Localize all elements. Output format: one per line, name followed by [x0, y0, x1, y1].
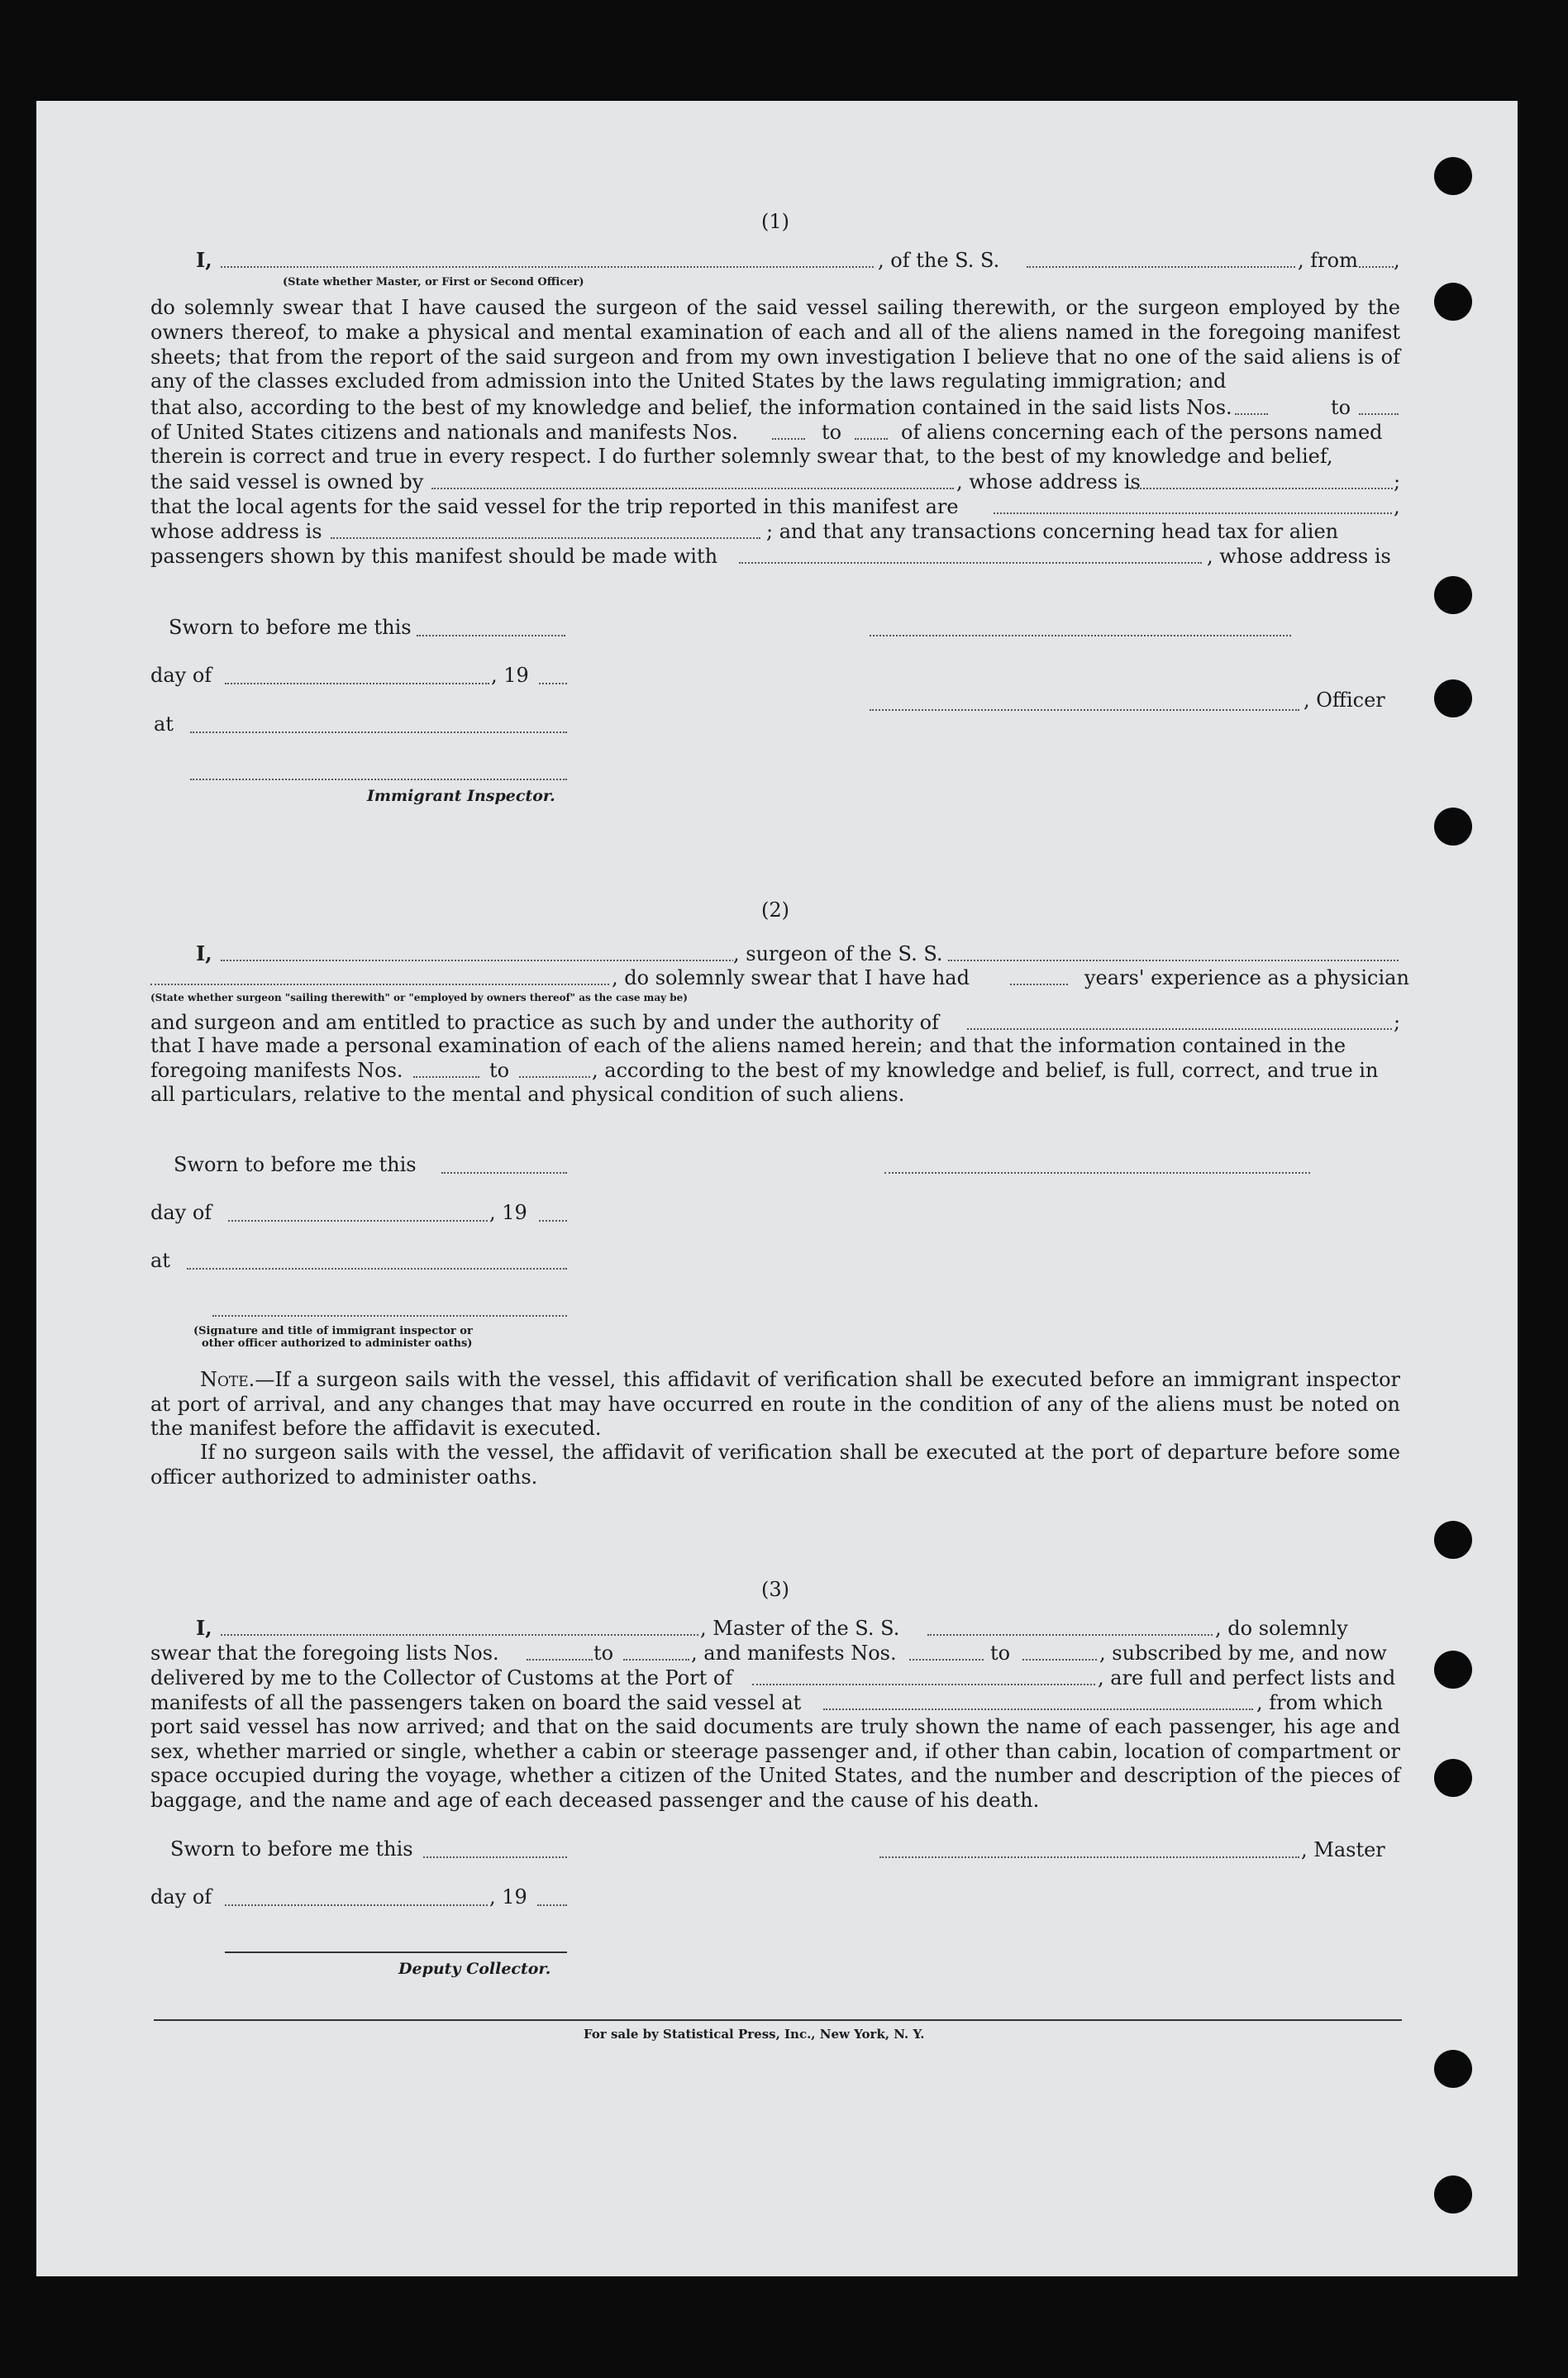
from-port-field[interactable]	[1359, 266, 1394, 268]
master-signature-field[interactable]	[879, 1856, 1299, 1858]
section-1: (1) I, , of the S. S. , from , (State whether Master, or First or Second Officer) do solemnly swear that I have caused the surgeon of the said vessel sailing therewith, or the surgeon employed by the owners thereof, to make a physical and mental examination of each and all of the aliens named in the foregoing manifest sheets; that from the report of the said surgeon and from my own investigation I believe that no one of the said aliens is of any of the classes excluded from admission into the United States by the laws regulating immigration; and that also, according to the best of my knowledge and belief, the information contained in the said lists Nos. to of United States citizens and nationals and manifests Nos. to of aliens concerning each of the persons named therein is correct and true in every respect. I do further solemnly swear that, to the best of my knowledge and belief, the said vessel is owned by , whose address is ; that the local agents for the said vessel for the trip reported in this manifest are , whose address is ; and that any transactions concerning head tax for alien passengers shown by this manifest should be made with , whose address is Sworn to before me this day of , 19 , Officer at Immigrant Inspector.	[150, 210, 1401, 805]
surgeon-vessel-field[interactable]	[948, 960, 1399, 961]
officer-name-signature-field[interactable]	[870, 709, 1299, 711]
year-field-2[interactable]	[539, 1220, 567, 1222]
agents-field[interactable]	[994, 512, 1392, 514]
surgeon-status-field[interactable]	[150, 984, 609, 985]
oath-paragraph: do solemnly swear that I have caused the surgeon of the said vessel sailing therewith, or the surgeon employed by the owners thereof, to make a physical and mental examination of each and all of the aliens named in the foregoing manifest sheets; that from the report of the said surgeon and from my own investigation I believe that no one of the said aliens is of any of the classes excluded from admission into the United States by the laws regulating immigration; and	[150, 296, 1400, 393]
manifests-to-field[interactable]	[855, 438, 888, 440]
section-number: (3)	[761, 1578, 789, 1601]
master-manifests-from-field[interactable]	[909, 1659, 984, 1661]
deputy-signature-field[interactable]	[225, 1951, 567, 1953]
master-lists-from-field[interactable]	[527, 1659, 593, 1661]
agents-address-field[interactable]	[331, 537, 760, 539]
printer-imprint: For sale by Statistical Press, Inc., New York, N. Y.	[584, 2027, 925, 2042]
port-field[interactable]	[752, 1684, 1095, 1685]
master-manifests-to-field[interactable]	[1022, 1659, 1097, 1661]
binder-hole	[1434, 283, 1472, 321]
lists-from-field[interactable]	[1235, 413, 1268, 415]
binder-hole	[1434, 679, 1472, 717]
at-place-field[interactable]	[190, 732, 567, 733]
note-paragraph-2: If no surgeon sails with the vessel, the affidavit of verification shall be executed at the port of departure before some officer authorized to administer oaths.	[150, 1441, 1400, 1489]
surgeon-manifests-from-field[interactable]	[413, 1076, 479, 1078]
binder-hole	[1434, 2175, 1472, 2214]
section-3: (3) I, , Master of the S. S. , do solemnly swear that the foregoing lists Nos. to , and manifests Nos. to , subscribed by me, and now delivered by me to the Collector of Customs at the Port of , are full and perfect lists and manifests of all the passengers taken on board the said vessel at , from which port said vessel has now arrived; and that on the said documents are truly shown the name of each passenger, his age and sex, whether married or single, whether a cabin or steerage passenger and, if other than cabin, location of compartment or space occupied during the voyage, whether a citizen of the United States, and the number and description of the pieces of baggage, and the name and age of each deceased passenger and the cause of his death. Sworn to before me this , Master day of , 19 Deputy Collector.	[150, 1578, 1400, 1978]
surgeon-hint: (State whether surgeon "sailing therewith" or "employed by owners thereof" as the case may be)	[150, 992, 688, 1003]
section-number: (1)	[761, 210, 789, 233]
manifests-from-field[interactable]	[772, 438, 805, 440]
day-of-field-3[interactable]	[225, 1904, 488, 1906]
years-experience-field[interactable]	[1010, 984, 1068, 985]
lists-to-field[interactable]	[1359, 413, 1399, 415]
sworn-date-field-3[interactable]	[423, 1856, 567, 1858]
year-field-3[interactable]	[537, 1904, 567, 1906]
head-tax-contact-field[interactable]	[739, 562, 1202, 564]
binder-hole	[1434, 157, 1472, 195]
officer-signature-field[interactable]	[870, 635, 1291, 636]
master-lists-to-field[interactable]	[623, 1659, 689, 1661]
inspector-signature-field[interactable]	[190, 779, 567, 780]
officer-name-field[interactable]	[221, 266, 874, 268]
section-2: (2) I, , surgeon of the S. S. , do solemnly swear that I have had years' experience as a physician (State whether surgeon "sailing therewith" or "employed by owners thereof" as the case may be) and surgeon and am entitled to practice as such by and under the authority of ; that I have made a personal examination of each of the aliens named herein; and that the information contained in the foregoing manifests Nos. to , according to the best of my knowledge and belief, is full, correct, and true in all particulars, relative to the mental and physical condition of such aliens. Sworn to before me this day of , 19 at (Signature and title of immigrant inspector or other officer authorized to administer oaths)	[150, 898, 1409, 1350]
surgeon-manifests-to-field[interactable]	[519, 1076, 590, 1078]
year-field[interactable]	[539, 683, 567, 684]
binder-hole	[1434, 1759, 1472, 1797]
owner-address-field[interactable]	[1130, 488, 1393, 489]
at-place-field-2[interactable]	[187, 1268, 567, 1270]
binder-hole	[1434, 2050, 1472, 2088]
owner-field[interactable]	[431, 488, 954, 489]
inspector-signature-field-2[interactable]	[212, 1315, 567, 1317]
sworn-date-field[interactable]	[417, 635, 565, 636]
binder-hole	[1434, 808, 1472, 846]
binder-hole	[1434, 1521, 1472, 1559]
authority-field[interactable]	[967, 1028, 1392, 1030]
binder-hole	[1434, 576, 1472, 614]
footer-rule	[154, 2019, 1402, 2021]
note-paragraph: Note.—If a surgeon sails with the vessel, this affidavit of verification shall be executed before an immigrant inspector at port of arrival, and any changes that may have occurred en route in the condition of any of the aliens must be noted on the manifest before the affidavit is executed.	[150, 1368, 1400, 1440]
therein-line: therein is correct and true in every respect. I do further solemnly swear that, to the best of my knowledge and belief,	[150, 445, 1333, 468]
master-vessel-field[interactable]	[927, 1634, 1213, 1636]
day-of-field[interactable]	[225, 683, 489, 684]
officer-hint: (State whether Master, or First or Second Officer)	[283, 276, 584, 288]
sworn-date-field-2[interactable]	[441, 1172, 567, 1174]
master-paragraph: port said vessel has now arrived; and that on the said documents are truly shown the name of each passenger, his age and sex, whether married or single, whether a cabin or steerage passenger and, if other than cabin, location of compartment or space occupied during the voyage, whether a citizen of the United States, and the number and description of the pieces of baggage, and the name and age of each deceased passenger and the cause of his death.	[150, 1715, 1400, 1812]
binder-hole	[1434, 1651, 1472, 1689]
section-number: (2)	[761, 898, 789, 922]
vessel-name-field[interactable]	[1027, 266, 1295, 268]
surgeon-signature-field[interactable]	[884, 1172, 1310, 1174]
boarding-port-field[interactable]	[823, 1708, 1253, 1710]
master-name-field[interactable]	[221, 1634, 698, 1636]
day-of-field-2[interactable]	[228, 1220, 488, 1222]
